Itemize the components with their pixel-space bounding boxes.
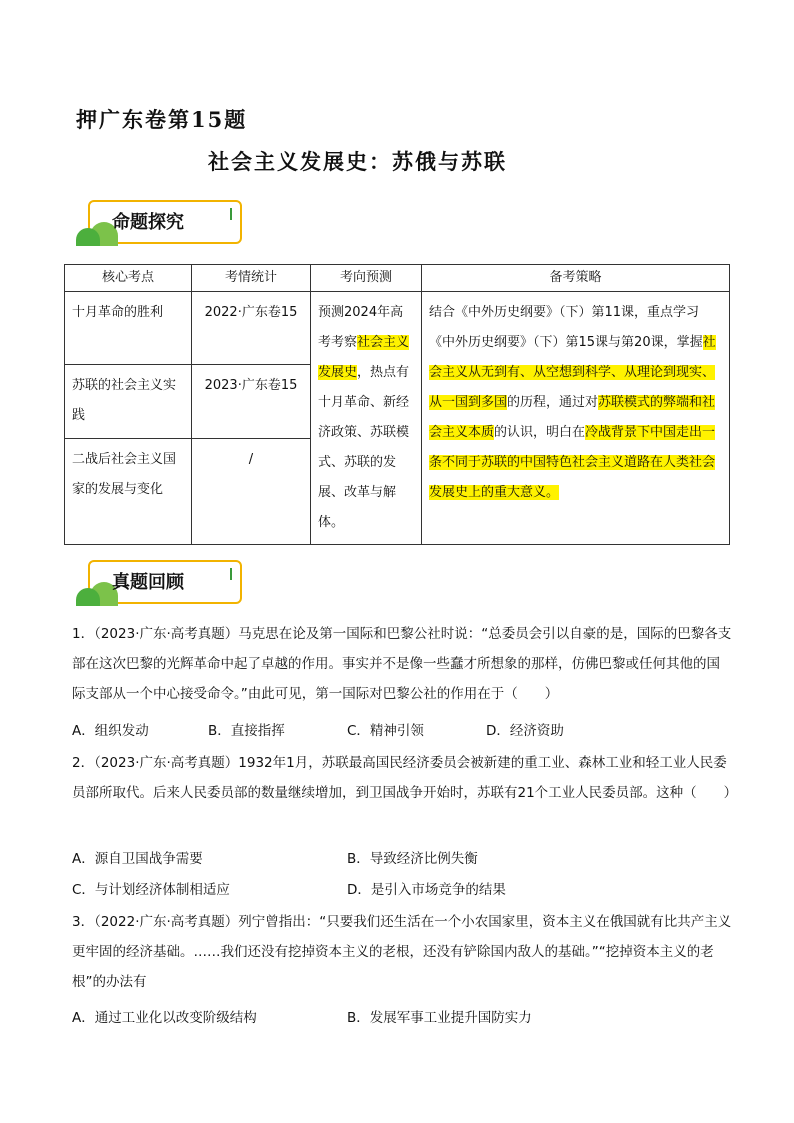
prediction-text: 预测2024年高考考察 <box>318 305 404 350</box>
stat-cell: 2023·广东卷15 <box>192 364 311 439</box>
q3-option-b[interactable]: B．发展军事工业提升国防实力 <box>347 1010 532 1026</box>
exam-analysis-table <box>64 264 730 545</box>
q1-option-d[interactable]: D．经济资助 <box>486 723 564 739</box>
hill-icon <box>76 588 100 606</box>
strategy-cell <box>422 292 730 545</box>
question-2: 2．（2023·广东·高考真题）1932年1月，苏联最高国民经济委员会被新建的重工业、森林工业和轻工业人民委员部所取代。后来人民委员部的数量继续增加，到卫国战争开始时，苏联有21个工业人民委员部。这种（ ） <box>72 755 738 801</box>
table-header: 考情统计 <box>192 265 311 292</box>
q1-option-a[interactable]: A．组织发动 <box>72 723 149 739</box>
q3-option-a[interactable]: A．通过工业化以改变阶级结构 <box>72 1010 257 1026</box>
strategy-highlight: 苏联模式的弊端和社会主义本质 <box>429 395 716 440</box>
table-header-row <box>65 265 730 292</box>
strategy-text: 的历程，通过对 <box>507 395 599 410</box>
section-badge-exploration <box>76 198 246 248</box>
topic-cell: 十月革命的胜利 <box>65 292 192 365</box>
topic-cell: 苏联的社会主义实践 <box>65 364 192 439</box>
hill-icon <box>76 228 100 246</box>
q2-option-c[interactable]: C．与计划经济体制相适应 <box>72 882 230 898</box>
question-3: 3．（2022·广东·高考真题）列宁曾指出：“只要我们还生活在一个小农国家里，资本主义在俄国就有比共产主义更牢固的经济基础。……我们还没有挖掉资本主义的老根，还没有铲除国内敌人的基础。”“挖掉资本主义的老根”的办法有 <box>72 914 732 990</box>
q2-option-d[interactable]: D．是引入市场竞争的结果 <box>347 882 506 898</box>
strategy-text: 的认识，明白在 <box>494 425 586 440</box>
stat-cell: / <box>192 439 311 545</box>
strategy-text: 结合《中外历史纲要》（下）第11课，重点学习《中外历史纲要》（下）第15课与第20课，掌握 <box>429 305 703 350</box>
q1-option-c[interactable]: C．精神引领 <box>347 723 424 739</box>
section-label: 命题探究 <box>112 212 184 233</box>
page-subtitle: 社会主义发展史：苏俄与苏联 <box>208 149 507 174</box>
section-label: 真题回顾 <box>112 572 184 593</box>
stat-cell: 2022·广东卷15 <box>192 292 311 365</box>
q2-option-a[interactable]: A．源自卫国战争需要 <box>72 851 203 867</box>
question-1: 1．（2023·广东·高考真题）马克思在论及第一国际和巴黎公社时说：“总委员会引以自豪的是，国际的巴黎各支部在这次巴黎的光辉革命中起了卓越的作用。事实并不是像一些蠢才所想象的那样，仿佛巴黎或任何其他的国际支部从一个中心接受命令。”由此可见，第一国际对巴黎公社的作用在于（ ） <box>72 626 732 702</box>
topic-cell: 二战后社会主义国家的发展与变化 <box>65 439 192 545</box>
strategy-highlight: 冷战背景下中国走出一条不同于苏联的中国特色社会主义道路在人类社会发展史上的重大意义。 <box>429 425 716 500</box>
section-badge-review <box>76 558 246 608</box>
prediction-cell <box>311 292 422 545</box>
q1-option-b[interactable]: B．直接指挥 <box>208 723 285 739</box>
prediction-highlight: 社会主义发展史 <box>318 335 410 380</box>
q2-option-b[interactable]: B．导致经济比例失衡 <box>347 851 478 867</box>
table-row <box>65 292 730 365</box>
table-header: 核心考点 <box>65 265 192 292</box>
page-title: 押广东卷第15题 <box>76 107 248 132</box>
table-header: 考向预测 <box>311 265 422 292</box>
prediction-text: ，热点有十月革命、新经济政策、苏联模式、苏联的发展、改革与解体。 <box>318 365 410 530</box>
strategy-highlight: 社会主义从无到有、从空想到科学、从理论到现实、从一国到多国 <box>429 335 716 410</box>
table-header: 备考策略 <box>422 265 730 292</box>
